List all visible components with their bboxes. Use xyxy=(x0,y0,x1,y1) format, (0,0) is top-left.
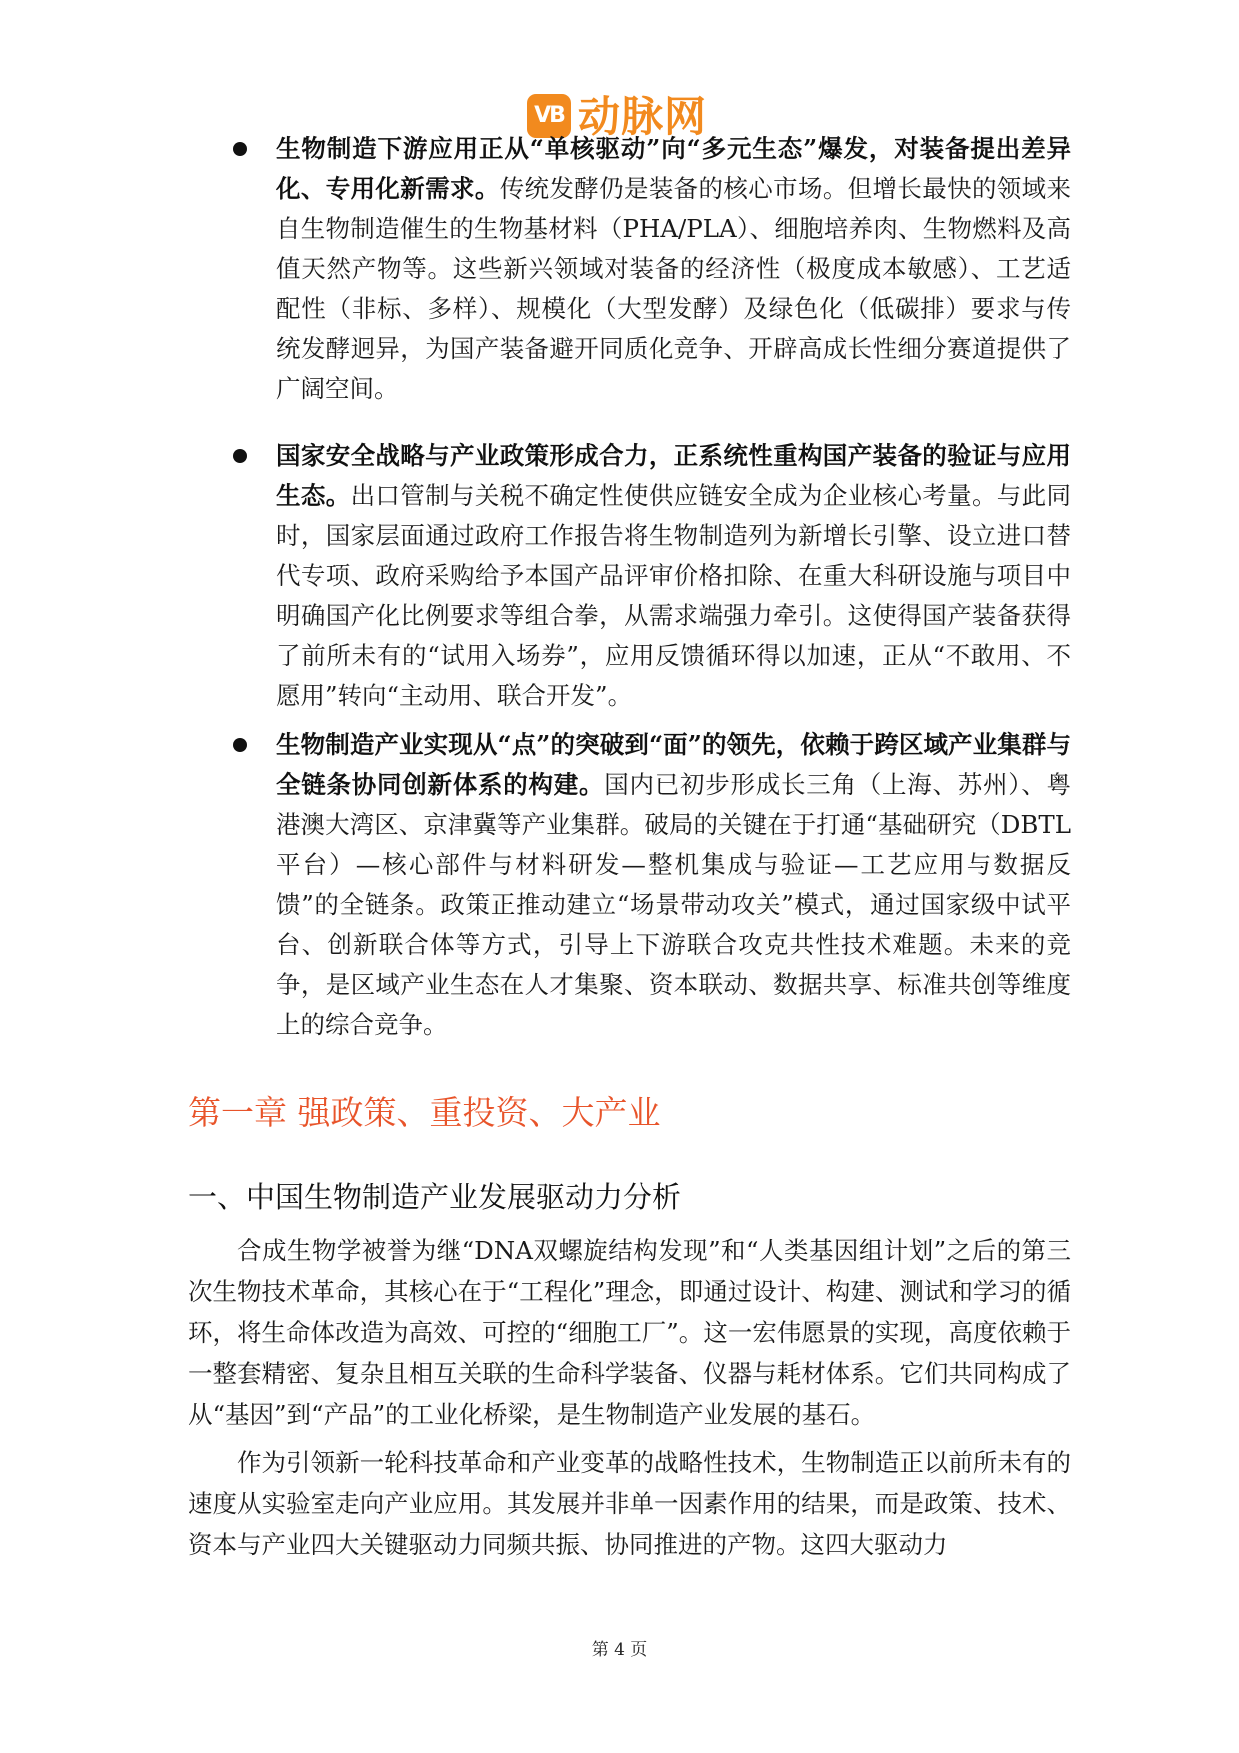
bullet-body: 出口管制与关税不确定性使供应链安全成为企业核心考量。与此同时，国家层面通过政府工作报告将生物制造列为新增长引擎、设立进口替代专项、政府采购给予本国产品评审价格扣除、在重大科研设施与项目中明确国产化比例要求等组合拳，从需求端强力牵引。这使得国产装备获得了前所未有的“试用入场券”，应用反馈循环得以加速，正从“不敢用、不愿用”转向“主动用、联合开发”。 xyxy=(276,481,1072,710)
bullet-item xyxy=(276,436,1071,716)
bullet-lead: 生物制造产业实现从“点”的突破到“面”的领先，依赖于跨区域产业集群与全链条协同创新体系的构建。 xyxy=(276,730,1071,799)
bullet-body: 国内已初步形成长三角（上海、苏州）、粤港澳大湾区、京津冀等产业集群。破局的关键在于打通“基础研究（DBTL平台）—核心部件与材料研发—整机集成与验证—工艺应用与数据反馈”的全链条。政策正推动建立“场景带动攻关”模式，通过国家级中试平台、创新联合体等方式，引导上下游联合攻克共性技术难题。未来的竞争，是区域产业生态在人才集聚、资本联动、数据共享、标准共创等维度上的综合竞争。 xyxy=(276,770,1071,1039)
bullet-item xyxy=(276,129,1071,409)
bullet-lead: 国家安全战略与产业政策形成合力，正系统性重构国产装备的验证与应用生态。 xyxy=(276,441,1071,510)
bullet-item xyxy=(276,725,1071,1045)
brand-logo-icon: VB xyxy=(527,94,571,138)
bullet-dot-icon xyxy=(230,444,254,468)
body-paragraph: 合成生物学被誉为继“DNA双螺旋结构发现”和“人类基因组计划”之后的第三次生物技术革命，其核心在于“工程化”理念，即通过设计、构建、测试和学习的循环，将生命体改造为高效、可控的“细胞工厂”。这一宏伟愿景的实现，高度依赖于一整套精密、复杂且相互关联的生命科学装备、仪器与耗材体系。它们共同构成了从“基因”到“产品”的工业化桥梁，是生物制造产业发展的基石。 xyxy=(188,1236,1071,1429)
bullet-body: 传统发酵仍是装备的核心市场。但增长最快的领域来自生物制造催生的生物基材料（PHA/PLA）、细胞培养肉、生物燃料及高值天然产物等。这些新兴领域对装备的经济性（极度成本敏感）、工艺适配性（非标、多样）、规模化（大型发酵）及绿色化（低碳排）要求与传统发酵迥异，为国产装备避开同质化竞争、开辟高成长性细分赛道提供了广阔空间。 xyxy=(276,174,1072,403)
bullet-dot-icon xyxy=(230,137,254,161)
page-number: 第 4 页 xyxy=(591,1640,648,1660)
section-title: 一、中国生物制造产业发展驱动力分析 xyxy=(188,1180,682,1214)
body-paragraph: 作为引领新一轮科技革命和产业变革的战略性技术，生物制造正以前所未有的速度从实验室走向产业应用。其发展并非单一因素作用的结果，而是政策、技术、资本与产业四大关键驱动力同频共振、协同推进的产物。这四大驱动力 xyxy=(188,1448,1071,1559)
chapter-title: 第一章 强政策、重投资、大产业 xyxy=(188,1093,661,1132)
bullet-dot-icon xyxy=(230,733,254,757)
bullet-lead: 生物制造下游应用正从“单核驱动”向“多元生态”爆发，对装备提出差异化、专用化新需求。 xyxy=(276,134,1071,203)
brand-name: 动脉网 xyxy=(578,92,708,141)
